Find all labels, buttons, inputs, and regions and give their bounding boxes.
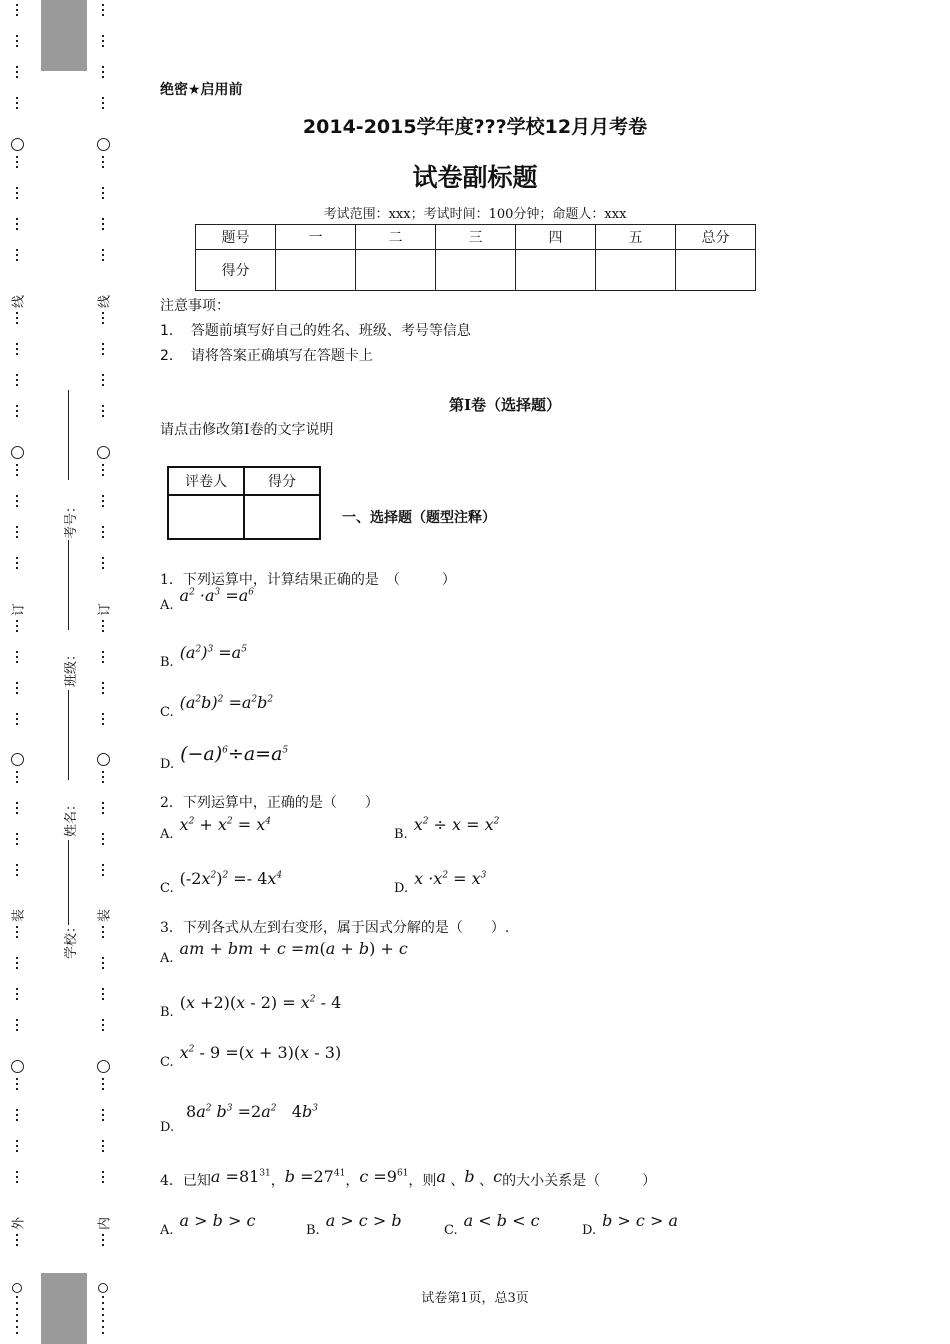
- q4-var-a: a: [436, 1167, 446, 1186]
- outer-dot-group: [16, 249, 18, 264]
- class-label: 班级：: [64, 647, 80, 688]
- inner-dot-group: [102, 1332, 104, 1337]
- outer-dot-group: [16, 682, 18, 697]
- score-header-cell: 二: [356, 225, 436, 250]
- q4-option-b-formula: a > c > b: [325, 1211, 402, 1230]
- outer-dot-group: [16, 1326, 18, 1331]
- score-header-cell: 三: [436, 225, 516, 250]
- outer-dot-group: [16, 4, 18, 19]
- inner-binding-char: 装: [97, 909, 113, 923]
- outer-dot-group: [16, 1019, 18, 1034]
- outer-binding-char: 装: [11, 909, 27, 923]
- inner-dot-group: [102, 1078, 104, 1093]
- q3-option-c-formula: $x^2 - 9 =(x + 3)(x - 3)$: [179, 1043, 342, 1062]
- q4-var-b: b: [464, 1167, 475, 1186]
- student-info-fields: [40, 390, 80, 960]
- inner-dot-group: [102, 988, 104, 1003]
- score-cell[interactable]: [436, 250, 516, 291]
- inner-dot-group: [102, 1109, 104, 1124]
- q3-option-a[interactable]: A.am + bm + c =m(a + b) + c: [160, 939, 408, 966]
- score-row-label: 得分: [196, 250, 276, 291]
- inner-dot-group: [102, 312, 104, 327]
- section-title: 第I卷（选择题）: [448, 396, 562, 414]
- outer-circle-mark: [11, 1060, 24, 1073]
- inner-dot-group: [102, 802, 104, 817]
- q2-option-a-formula: $x^2 + x^2 = x^4$: [179, 815, 271, 834]
- q3-option-c[interactable]: $C.x^2 - 9 =(x + 3)(x - 3)$: [160, 1043, 342, 1070]
- inner-circle-mark: [97, 138, 110, 151]
- q3-option-b[interactable]: $B.(x +2)(x - 2) = x^2 - 4$: [160, 993, 342, 1020]
- q4-given-b: $b =27^{41}$: [284, 1167, 346, 1186]
- outer-dot-group: [16, 651, 18, 666]
- q1-option-a-formula: $a^2 \cdot a^3 =a^6$: [179, 586, 255, 605]
- outer-dot-group: [16, 66, 18, 81]
- q3-option-a-formula: am + bm + c =m(a + b) + c: [179, 939, 408, 958]
- note-item: 2． 请将答案正确填写在答题卡上: [160, 348, 373, 364]
- exam-number-label: 考号：: [64, 499, 80, 540]
- margin-gray-block-bottom: [41, 1273, 87, 1344]
- q1-option-b[interactable]: $B.(a^2)^3 =a^5$: [160, 643, 247, 670]
- outer-dot-group: [16, 312, 18, 327]
- q3-option-b-formula: $(x +2)(x - 2) = x^2 - 4$: [179, 993, 342, 1012]
- inner-dot-group: [102, 343, 104, 358]
- outer-dot-group: [16, 1109, 18, 1124]
- score-header-cell: 总分: [676, 225, 756, 250]
- section-description: 请点击修改第I卷的文字说明: [160, 422, 334, 438]
- name-label: 姓名：: [64, 797, 80, 838]
- notes-heading: 注意事项：: [160, 298, 230, 314]
- outer-dot-group: [16, 833, 18, 848]
- grader-cell[interactable]: [168, 495, 244, 539]
- inner-dot-group: [102, 374, 104, 389]
- outer-dot-group: [16, 620, 18, 635]
- q4-option-b[interactable]: B.a > c > b: [306, 1211, 402, 1238]
- q4-option-a-formula: a > b > c: [179, 1211, 256, 1230]
- inner-dot-group: [102, 156, 104, 171]
- q1-option-b-formula: $(a^2)^3 =a^5$: [179, 643, 247, 662]
- outer-binding-char: 外: [11, 1217, 27, 1231]
- inner-dot-group: [102, 1140, 104, 1155]
- inner-dot-group: [102, 405, 104, 420]
- q2-option-c-formula: $(-2x^2)^2 =- 4x^4$: [179, 869, 283, 888]
- question-3-stem: 3．下列各式从左到右变形，属于因式分解的是（ ）.: [160, 920, 510, 936]
- inner-dot-group: [102, 495, 104, 510]
- outer-dot-group: [16, 405, 18, 420]
- q4-given-c: $c =9^{61}$: [359, 1167, 409, 1186]
- inner-dot-group: [102, 957, 104, 972]
- outer-dot-group: [16, 864, 18, 879]
- score-table: [195, 224, 756, 291]
- outer-dot-group: [16, 926, 18, 941]
- outer-dot-group: [16, 343, 18, 358]
- outer-dot-group: [16, 218, 18, 233]
- inner-dot-group: [102, 926, 104, 941]
- inner-dot-group: [102, 1308, 104, 1313]
- outer-dot-group: [16, 957, 18, 972]
- exam-number-line: [68, 390, 69, 480]
- grader-score-cell[interactable]: [244, 495, 320, 539]
- name-line: [68, 690, 69, 780]
- inner-dot-group: [102, 833, 104, 848]
- score-header-cell: 题号: [196, 225, 276, 250]
- exam-info: 考试范围：xxx；考试时间：100分钟；命题人：xxx: [323, 207, 627, 222]
- inner-dot-group: [102, 97, 104, 112]
- question-1-stem: 1．下列运算中，计算结果正确的是 （ ）: [160, 572, 456, 588]
- inner-dot-group: [102, 35, 104, 50]
- page-footer: 试卷第1页，总3页: [421, 1291, 529, 1306]
- score-header-cell: 四: [516, 225, 596, 250]
- question-4-stem: 4．已知$a =81^{31}$，$b =27^{41}$，$c =9^{61}$，则a 、b 、c的大小关系是（ ）: [160, 1167, 657, 1189]
- outer-dot-group: [16, 374, 18, 389]
- outer-binding-char: 线: [11, 295, 27, 309]
- outer-circle-mark: [11, 138, 24, 151]
- outer-dot-group: [16, 771, 18, 786]
- part-title: 一、选择题（题型注释）: [342, 510, 496, 526]
- q2-option-b[interactable]: $B.x^2 \div x = x^2$: [394, 815, 500, 842]
- q1-option-c[interactable]: $C.(a^2b)^2 =a^2b^2$: [160, 693, 274, 720]
- inner-dot-group: [102, 1234, 104, 1249]
- q4-var-c: c: [493, 1167, 503, 1186]
- inner-dot-group: [102, 864, 104, 879]
- outer-dot-group: [16, 1234, 18, 1249]
- margin-gray-block-top: [41, 0, 87, 71]
- q4-option-d[interactable]: D.b > c > a: [582, 1211, 678, 1238]
- q1-option-a[interactable]: $A.a^2 \cdot a^3 =a^6$: [160, 586, 255, 613]
- inner-dot-group: [102, 464, 104, 479]
- school-line: [68, 840, 69, 925]
- inner-circle-mark: [97, 1060, 110, 1073]
- outer-dot-group: [16, 187, 18, 202]
- inner-dot-group: [102, 1314, 104, 1319]
- inner-dot-group: [102, 620, 104, 635]
- score-cell[interactable]: [276, 250, 356, 291]
- grader-score-header: 得分: [244, 467, 320, 495]
- inner-dot-group: [102, 1019, 104, 1034]
- outer-dot-group: [16, 1314, 18, 1319]
- note-item: 1． 答题前填写好自己的姓名、班级、考号等信息: [160, 323, 471, 339]
- inner-dot-group: [102, 557, 104, 572]
- q4-option-c-formula: a < b < c: [463, 1211, 540, 1230]
- inner-binding-char: 内: [97, 1217, 113, 1231]
- inner-dot-group: [102, 4, 104, 19]
- outer-dot-group: [16, 1332, 18, 1337]
- outer-dot-group: [16, 713, 18, 728]
- q2-option-b-formula: $x^2 \div x = x^2$: [413, 815, 500, 834]
- outer-dot-group: [16, 526, 18, 541]
- inner-dot-group: [102, 682, 104, 697]
- q2-option-c[interactable]: $C.(-2x^2)^2 =- 4x^4$: [160, 869, 283, 896]
- page-subtitle: 试卷副标题: [412, 163, 538, 192]
- outer-dot-group: [16, 988, 18, 1003]
- inner-dot-group: [102, 1320, 104, 1325]
- q2-option-d-formula: $x \cdot x^2 = x^3$: [414, 869, 487, 888]
- page-title: 2014-2015学年度???学校12月月考卷: [302, 116, 648, 138]
- q2-option-d[interactable]: $D.x \cdot x^2 = x^3$: [394, 869, 487, 896]
- q1-option-d[interactable]: D. $(-a)^6\div a=a^5$: [160, 743, 289, 772]
- question-2-stem: 2．下列运算中，正确的是（ ）: [160, 795, 379, 811]
- outer-dot-group: [16, 1320, 18, 1325]
- inner-dot-group: [102, 651, 104, 666]
- grader-header: 评卷人: [168, 467, 244, 495]
- school-label: 学校：: [64, 919, 80, 960]
- outer-dot-group: [16, 1140, 18, 1155]
- outer-binding-char: 订: [11, 603, 27, 617]
- inner-binding-line: [97, 0, 111, 1344]
- q1-option-c-formula: $(a^2b)^2 =a^2b^2$: [179, 693, 274, 712]
- q3-option-d[interactable]: D.: [160, 1120, 175, 1135]
- inner-dot-group: [102, 771, 104, 786]
- inner-binding-char: 订: [97, 603, 113, 617]
- class-line: [68, 540, 69, 630]
- q1-option-d-formula: $(-a)^6\div a=a^5$: [180, 743, 289, 765]
- outer-dot-group: [16, 1171, 18, 1186]
- inner-dot-group: [102, 218, 104, 233]
- inner-circle-mark: [97, 753, 110, 766]
- outer-dot-group: [16, 495, 18, 510]
- score-header-cell: 一: [276, 225, 356, 250]
- outer-circle-mark: [11, 446, 24, 459]
- score-cell[interactable]: [516, 250, 596, 291]
- grader-table: [167, 466, 321, 540]
- outer-dot-group: [16, 156, 18, 171]
- score-header-cell: 五: [596, 225, 676, 250]
- score-cell[interactable]: [676, 250, 756, 291]
- inner-dot-group: [102, 713, 104, 728]
- outer-dot-group: [16, 464, 18, 479]
- outer-dot-group: [16, 35, 18, 50]
- outer-dot-group: [16, 1078, 18, 1093]
- score-cell[interactable]: [356, 250, 436, 291]
- q2-option-a[interactable]: $A.x^2 + x^2 = x^4$: [160, 815, 271, 842]
- confidential-label: 绝密★启用前: [160, 82, 243, 98]
- q4-option-a[interactable]: A.a > b > c: [160, 1211, 256, 1238]
- outer-binding-line: [11, 0, 25, 1344]
- inner-binding-char: 线: [97, 295, 113, 309]
- q4-given-a: $a =81^{31}$: [210, 1167, 271, 1186]
- inner-dot-group: [102, 1326, 104, 1331]
- q3-option-d-formula: $8a^2$ $b^3 =2a^2$ $4b^3$: [186, 1102, 318, 1121]
- inner-dot-group: [102, 249, 104, 264]
- notes: [160, 294, 471, 369]
- inner-circle-mark: [97, 446, 110, 459]
- score-cell[interactable]: [596, 250, 676, 291]
- outer-dot-group: [16, 557, 18, 572]
- inner-dot-group: [102, 187, 104, 202]
- outer-dot-group: [16, 97, 18, 112]
- inner-dot-group: [102, 66, 104, 81]
- q4-option-c[interactable]: C.a < b < c: [444, 1211, 540, 1238]
- outer-dot-group: [16, 1308, 18, 1313]
- inner-dot-group: [102, 526, 104, 541]
- q4-option-d-formula: b > c > a: [602, 1211, 678, 1230]
- inner-dot-group: [102, 1171, 104, 1186]
- outer-circle-mark: [11, 753, 24, 766]
- outer-dot-group: [16, 802, 18, 817]
